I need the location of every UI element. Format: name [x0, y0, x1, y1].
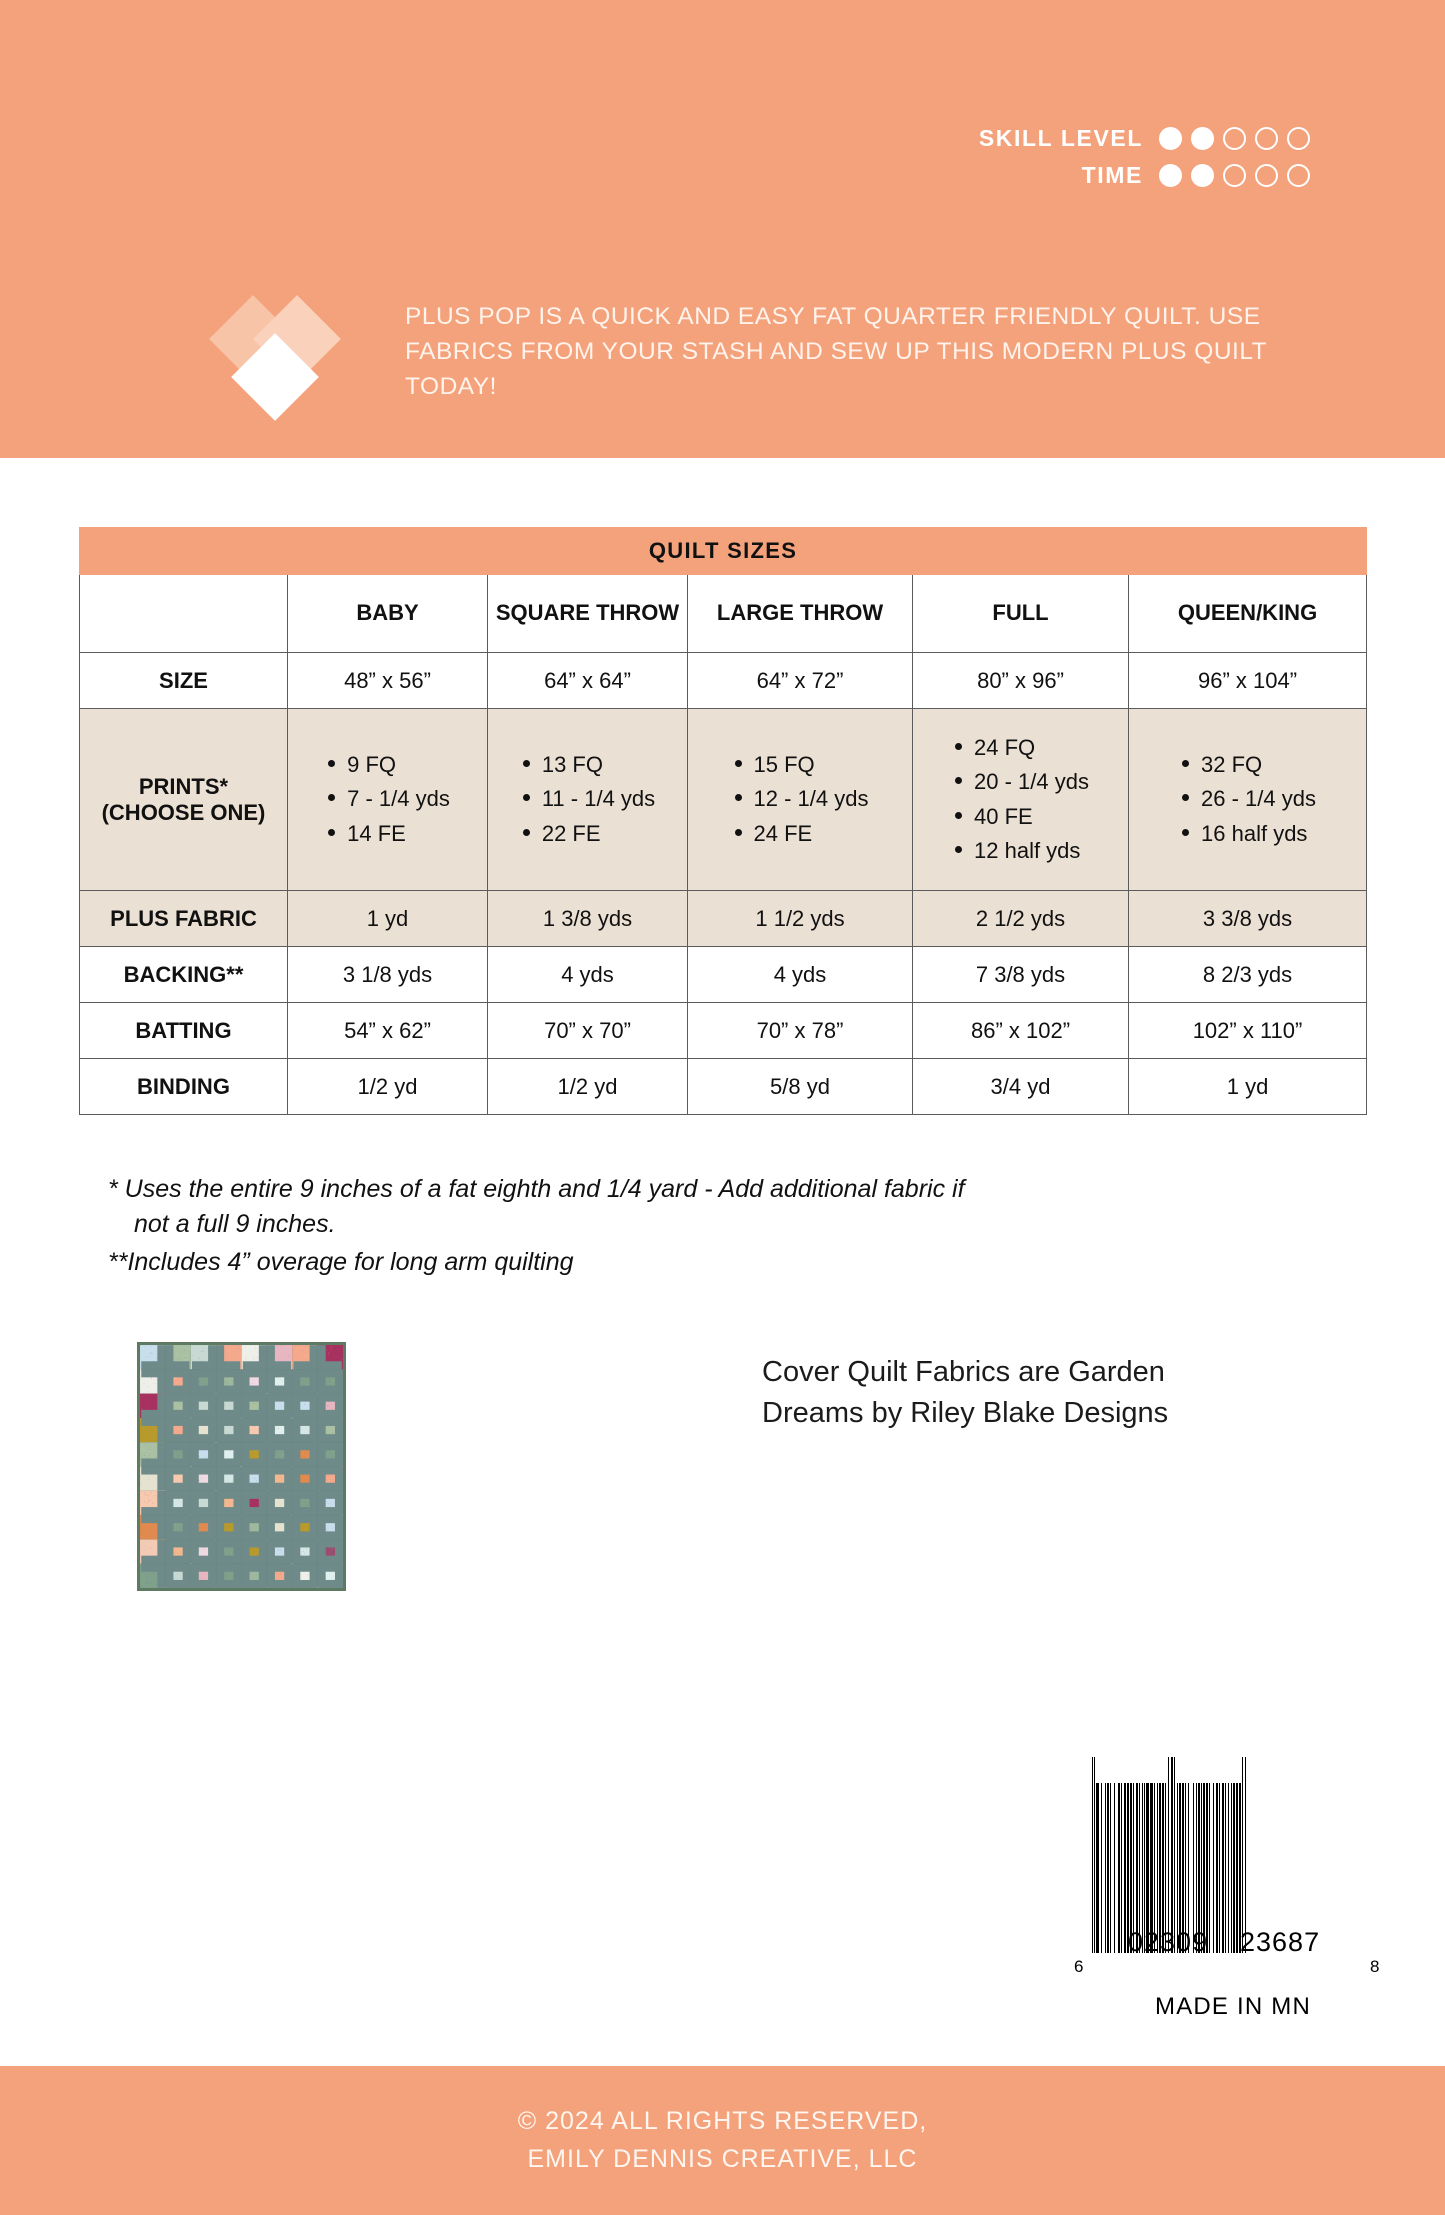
- skill-level-dot: [1287, 127, 1310, 150]
- ratings-block: [979, 125, 1310, 199]
- column-header-large-throw: LARGE THROW: [688, 575, 913, 653]
- footnotes: [108, 1172, 1308, 1280]
- table-cell: [1129, 709, 1367, 891]
- requirement-item: 12 - 1/4 yds: [732, 782, 869, 816]
- requirement-list: [732, 748, 869, 850]
- table-cell: [288, 709, 488, 891]
- requirement-item: 14 FE: [325, 817, 450, 851]
- skill-level-dot: [1191, 127, 1214, 150]
- table-cell: 70” x 78”: [688, 1003, 913, 1059]
- table-cell: 1 yd: [1129, 1059, 1367, 1115]
- time-dot: [1255, 164, 1278, 187]
- time-dot: [1191, 164, 1214, 187]
- table-cell: 1 1/2 yds: [688, 891, 913, 947]
- table-cell: 102” x 110”: [1129, 1003, 1367, 1059]
- table-cell: 80” x 96”: [913, 653, 1129, 709]
- table-cell: 8 2/3 yds: [1129, 947, 1367, 1003]
- barcode-group-one: 02309: [1128, 1927, 1209, 1957]
- quilt-sizes-table: [79, 527, 1367, 1115]
- table-banner-row: [80, 528, 1367, 575]
- requirement-item: 20 - 1/4 yds: [952, 765, 1089, 799]
- column-header-blank: [80, 575, 288, 653]
- row-label-plus-fabric: PLUS FABRIC: [80, 891, 288, 947]
- cover-fabric-note: Cover Quilt Fabrics are Garden Dreams by Riley Blake Designs: [762, 1356, 1169, 1430]
- table-cell: [913, 709, 1129, 891]
- quilt-sizes-table-wrapper: [79, 527, 1366, 1115]
- footnote-one-line1: * Uses the entire 9 inches of a fat eighth and 1/4 yard - Add additional fabric if: [108, 1175, 965, 1203]
- column-header-square-throw: SQUARE THROW: [488, 575, 688, 653]
- footnote-one-line2: not a full 9 inches.: [134, 1209, 336, 1238]
- requirement-item: 11 - 1/4 yds: [520, 782, 655, 816]
- table-cell: 64” x 64”: [488, 653, 688, 709]
- table-cell: 96” x 104”: [1129, 653, 1367, 709]
- table-cell: 48” x 56”: [288, 653, 488, 709]
- table-cell: 1/2 yd: [288, 1059, 488, 1115]
- column-header-baby: BABY: [288, 575, 488, 653]
- time-dot: [1287, 164, 1310, 187]
- requirement-item: 16 half yds: [1179, 817, 1316, 851]
- requirement-item: 12 half yds: [952, 834, 1089, 868]
- row-label-binding: BINDING: [80, 1059, 288, 1115]
- table-cell: 1 3/8 yds: [488, 891, 688, 947]
- requirement-item: 13 FQ: [520, 748, 655, 782]
- barcode-bars: [1092, 1757, 1374, 1953]
- row-label-backing: BACKING**: [80, 947, 288, 1003]
- made-in-label: MADE IN MN: [1155, 1993, 1311, 2020]
- copyright-line-two: EMILY DENNIS CREATIVE, LLC: [527, 2144, 918, 2173]
- table-cell: 3 3/8 yds: [1129, 891, 1367, 947]
- requirement-item: 32 FQ: [1179, 748, 1316, 782]
- barcode-left-digit: 6: [1074, 1957, 1085, 1976]
- column-header-queen-king: QUEEN/KING: [1129, 575, 1367, 653]
- table-row: [80, 891, 1367, 947]
- footnote-one: [108, 1172, 1308, 1241]
- table-row: [80, 709, 1367, 891]
- table-cell: 2 1/2 yds: [913, 891, 1129, 947]
- footer-banner: [0, 2066, 1445, 2215]
- barcode-group-two: 23687: [1240, 1927, 1321, 1957]
- column-header-full: FULL: [913, 575, 1129, 653]
- skill-level-row: [979, 125, 1310, 152]
- skill-level-label: SKILL LEVEL: [978, 125, 1143, 151]
- requirement-item: 7 - 1/4 yds: [325, 782, 450, 816]
- requirement-item: 15 FQ: [732, 748, 869, 782]
- requirement-list: [952, 731, 1089, 867]
- table-cell: 4 yds: [688, 947, 913, 1003]
- table-row: [80, 653, 1367, 709]
- row-label-size: SIZE: [80, 653, 288, 709]
- requirement-item: 9 FQ: [325, 748, 450, 782]
- requirement-item: 40 FE: [952, 800, 1089, 834]
- plus-pop-logo-icon: [222, 292, 354, 424]
- skill-level-dot: [1223, 127, 1246, 150]
- table-cell: 70” x 70”: [488, 1003, 688, 1059]
- quilt-sizes-banner: QUILT SIZES: [80, 528, 1367, 575]
- requirement-list: [1179, 748, 1316, 850]
- requirement-item: 24 FE: [732, 817, 869, 851]
- table-row: [80, 1059, 1367, 1115]
- skill-level-dots: [1159, 127, 1310, 150]
- copyright-line-one: © 2024 ALL RIGHTS RESERVED,: [517, 2107, 928, 2135]
- skill-level-dot: [1255, 127, 1278, 150]
- barcode-bar: [1246, 1757, 1247, 1953]
- table-cell: [488, 709, 688, 891]
- table-cell: 86” x 102”: [913, 1003, 1129, 1059]
- table-cell: 1 yd: [288, 891, 488, 947]
- intro-description: PLUS POP IS A QUICK AND EASY FAT QUARTER FRIENDLY QUILT. USE FABRICS FROM YOUR STASH AND SEW UP THIS MODERN PLUS QUILT TODAY!: [405, 303, 1267, 400]
- table-cell: 4 yds: [488, 947, 688, 1003]
- barcode-block: [1074, 1757, 1381, 2021]
- time-label: TIME: [1081, 162, 1143, 188]
- table-cell: 3 1/8 yds: [288, 947, 488, 1003]
- row-label-prints: PRINTS* (CHOOSE ONE): [80, 709, 288, 891]
- table-row: [80, 1003, 1367, 1059]
- footnote-two: **Includes 4” overage for long arm quilting: [108, 1248, 574, 1276]
- table-cell: 7 3/8 yds: [913, 947, 1129, 1003]
- skill-level-dot: [1159, 127, 1182, 150]
- table-cell: 5/8 yd: [688, 1059, 913, 1115]
- row-label-batting: BATTING: [80, 1003, 288, 1059]
- header-banner: [0, 0, 1445, 458]
- table-row: [80, 947, 1367, 1003]
- requirement-list: [325, 748, 450, 850]
- requirement-item: 26 - 1/4 yds: [1179, 782, 1316, 816]
- barcode-right-digit: 8: [1370, 1957, 1381, 1976]
- requirement-item: 22 FE: [520, 817, 655, 851]
- time-dot: [1223, 164, 1246, 187]
- table-cell: 1/2 yd: [488, 1059, 688, 1115]
- table-cell: [688, 709, 913, 891]
- table-cell: 54” x 62”: [288, 1003, 488, 1059]
- plus-pop-quilt-photo: [137, 1342, 346, 1591]
- table-column-header-row: [80, 575, 1367, 653]
- barcode-digits: [1074, 1927, 1381, 1981]
- time-dots: [1159, 164, 1310, 187]
- table-cell: 64” x 72”: [688, 653, 913, 709]
- requirement-item: 24 FQ: [952, 731, 1089, 765]
- requirement-list: [520, 748, 655, 850]
- time-dot: [1159, 164, 1182, 187]
- table-cell: 3/4 yd: [913, 1059, 1129, 1115]
- time-row: [979, 162, 1310, 189]
